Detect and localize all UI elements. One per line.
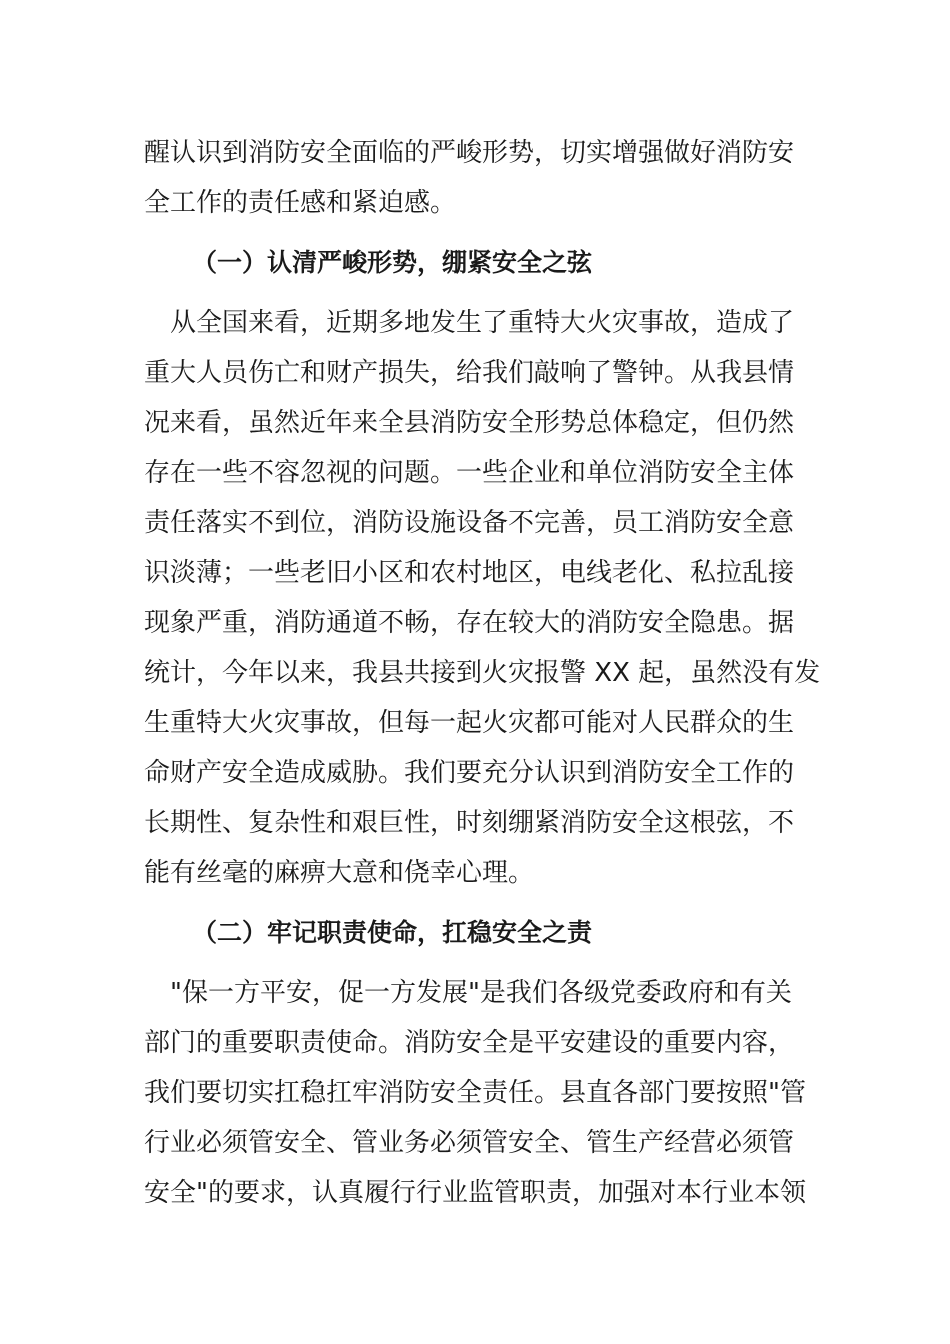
text-line: 现象严重，消防通道不畅，存在较大的消防安全隐患。据: [144, 608, 795, 638]
text-line: 生重特大火灾事故，但每一起火灾都可能对人民群众的生: [144, 708, 795, 738]
text-line: 部门的重要职责使命。消防安全是平安建设的重要内容，: [144, 1028, 795, 1058]
text-line: 重大人员伤亡和财产损失，给我们敲响了警钟。从我县情: [144, 358, 795, 388]
text-line: 况来看，虽然近年来全县消防安全形势总体稳定，但仍然: [144, 408, 795, 438]
text-line: 责任落实不到位，消防设施设备不完善，员工消防安全意: [144, 508, 795, 538]
text-line: 全工作的责任感和紧迫感。: [144, 188, 457, 218]
text-line: "保一方平安，促一方发展"是我们各级党委政府和有关: [144, 978, 792, 1008]
text-line: 识淡薄；一些老旧小区和农村地区，电线老化、私拉乱接: [144, 558, 795, 588]
text-line: 存在一些不容忽视的问题。一些企业和单位消防安全主体: [144, 458, 795, 488]
text-line: 从全国来看，近期多地发生了重特大火灾事故，造成了: [144, 308, 795, 338]
text-line: 安全"的要求，认真履行行业监管职责，加强对本行业本领: [144, 1178, 806, 1208]
paragraph-continued: [144, 128, 808, 228]
section-heading-1: （一）认清严峻形势，绷紧安全之弦: [192, 248, 593, 277]
section-2-paragraph: [144, 968, 808, 1218]
document-body: [144, 128, 821, 1218]
text-line: 能有丝毫的麻痹大意和侥幸心理。: [144, 858, 535, 888]
text-line: 行业必须管安全、管业务必须管安全、管生产经营必须管: [144, 1128, 795, 1158]
text-line: 命财产安全造成威胁。我们要充分认识到消防安全工作的: [144, 758, 795, 788]
text-line: 长期性、复杂性和艰巨性，时刻绷紧消防安全这根弦，不: [144, 808, 795, 838]
section-heading-2: （二）牢记职责使命，扛稳安全之责: [192, 918, 593, 947]
text-line: 统计，今年以来，我县共接到火灾报警 XX 起，虽然没有发: [144, 658, 821, 688]
text-line: 醒认识到消防安全面临的严峻形势，切实增强做好消防安: [144, 138, 795, 168]
section-1-paragraph: [144, 298, 821, 898]
text-line: 我们要切实扛稳扛牢消防安全责任。县直各部门要按照"管: [144, 1078, 806, 1108]
